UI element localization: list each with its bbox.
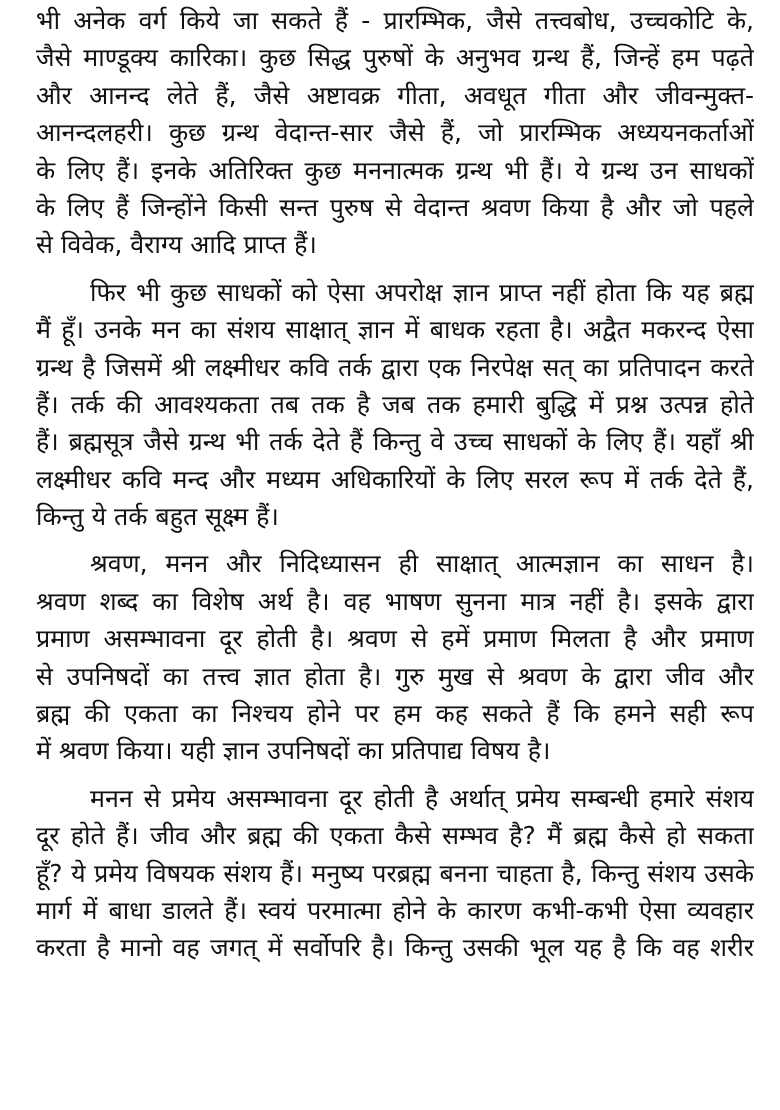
document-page [0,2,780,1110]
paragraph-spacer [36,770,754,780]
text-line: के लिए हैं जिन्होंने किसी सन्त पुरुष से वेदान्त श्रवण किया है और जो पहले [36,192,754,222]
paragraph-4 [36,780,754,967]
text-line: से उपनिषदों का तत्त्व ज्ञात होता है। गुरु मुख से श्रवण के द्वारा जीव और [36,661,754,691]
text-line: किन्तु ये तर्क बहुत सूक्ष्म हैं। [36,502,279,532]
text-line: में श्रवण किया। यही ज्ञान उपनिषदों का प्रतिपाद्य विषय है। [36,736,551,766]
text-line: और आनन्द लेते हैं, जैसे अष्टावक्र गीता, अवधूत गीता और जीवन्मुक्त- [36,80,754,110]
text-line: हैं। तर्क की आवश्यकता तब तक है जब तक हमारी बुद्धि में प्रश्न उत्पन्न होते [36,389,754,419]
text-line: श्रवण शब्द का विशेष अर्थ है। वह भाषण सुनना मात्र नहीं है। इसके द्वारा [36,586,754,616]
text-line: जैसे माण्डूक्य कारिका। कुछ सिद्ध पुरुषों के अनुभव ग्रन्थ हैं, जिन्हें हम पढ़ते [36,43,754,73]
paragraph-spacer [36,264,754,274]
text-line: फिर भी कुछ साधकों को ऐसा अपरोक्ष ज्ञान प्राप्त नहीं होता कि यह ब्रह्म [90,277,754,307]
text-line: हूँ? ये प्रमेय विषयक संशय हैं। मनुष्य परब्रह्म बनना चाहता है, किन्तु संशय उसके [36,858,754,888]
text-line: ग्रन्थ है जिसमें श्री लक्ष्मीधर कवि तर्क द्वारा एक निरपेक्ष सत् का प्रतिपादन करते [36,352,754,382]
text-line: आनन्दलहरी। कुछ ग्रन्थ वेदान्त-सार जैसे हैं, जो प्रारम्भिक अध्ययनकर्ताओं [36,118,754,148]
text-line: करता है मानो वह जगत् में सर्वोपरि है। किन्तु उसकी भूल यह है कि वह शरीर [36,933,754,963]
text-line: हैं। ब्रह्मसूत्र जैसे ग्रन्थ भी तर्क देते हैं किन्तु वे उच्च साधकों के लिए हैं। यहाँ श्री [36,427,754,457]
paragraph-spacer [36,535,754,545]
text-line: के लिए हैं। इनके अतिरिक्त कुछ मननात्मक ग्रन्थ भी हैं। ये ग्रन्थ उन साधकों [36,155,754,185]
text-line: मार्ग में बाधा डालते हैं। स्वयं परमात्मा होने के कारण कभी-कभी ऐसा व्यवहार [36,895,754,925]
text-line: दूर होते हैं। जीव और ब्रह्म की एकता कैसे सम्भव है? मैं ब्रह्म कैसे हो सकता [36,821,754,851]
paragraph-1 [36,2,754,264]
text-line: लक्ष्मीधर कवि मन्द और मध्यम अधिकारियों के लिए सरल रूप में तर्क देते हैं, [36,464,754,494]
text-line: से विवेक, वैराग्य आदि प्राप्त हैं। [36,230,317,260]
text-line: मैं हूँ। उनके मन का संशय साक्षात् ज्ञान में बाधक रहता है। अद्वैत मकरन्द ऐसा [36,315,754,345]
text-line: मनन से प्रमेय असम्भावना दूर होती है अर्थात् प्रमेय सम्बन्धी हमारे संशय [90,783,754,813]
paragraph-3 [36,545,754,769]
text-line: श्रवण, मनन और निदिध्यासन ही साक्षात् आत्मज्ञान का साधन है। [90,549,754,579]
text-line: भी अनेक वर्ग किये जा सकते हैं - प्रारम्भिक, जैसे तत्त्वबोध, उच्चकोटि के, [36,6,754,35]
paragraph-2 [36,274,754,536]
text-line: प्रमाण असम्भावना दूर होती है। श्रवण से हमें प्रमाण मिलता है और प्रमाण [36,624,754,654]
text-line: ब्रह्म की एकता का निश्चय होने पर हम कह सकते हैं कि हमने सही रूप [36,699,754,729]
